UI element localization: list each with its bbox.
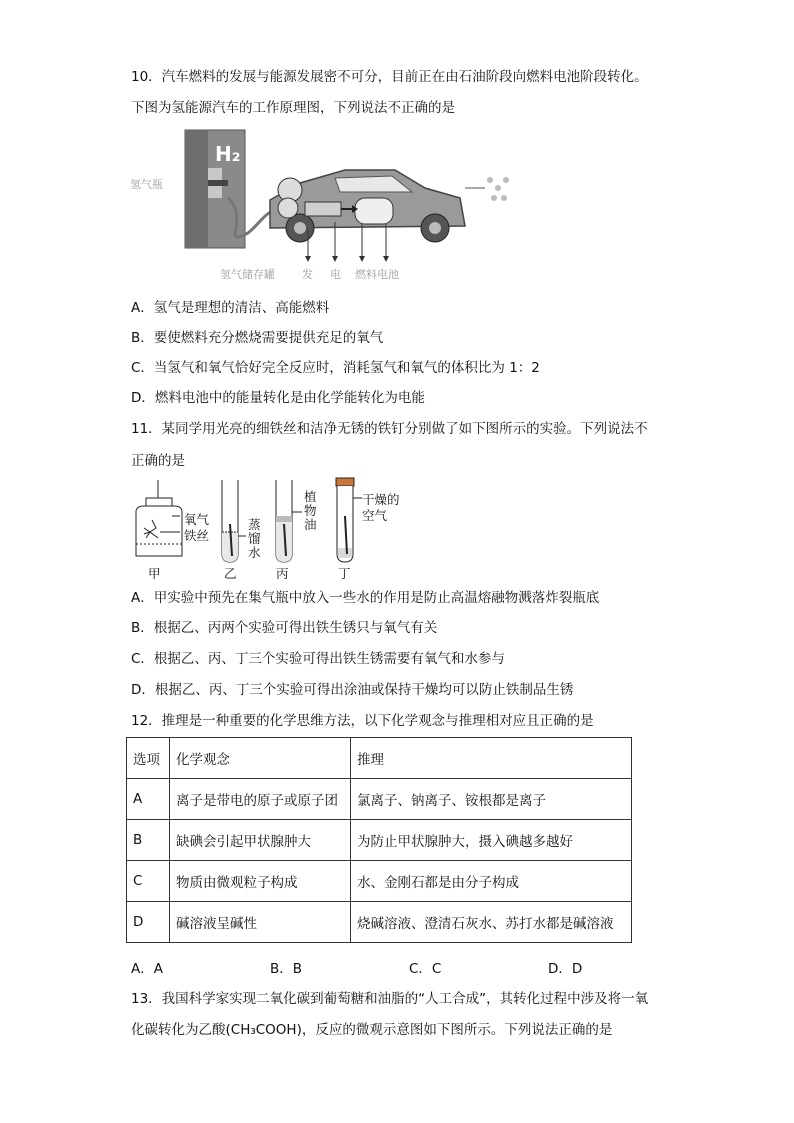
q11-option-a: A．甲实验中预先在集气瓶中放入一些水的作用是防止高温熔融物溅落炸裂瓶底 (131, 590, 600, 606)
q10-stem-line2: 下图为氢能源汽车的工作原理图，下列说法不正确的是 (131, 100, 455, 116)
table-row: D 碱溶液呈碱性 烧碱溶液、澄清石灰水、苏打水都是碱溶液 (127, 902, 632, 943)
bottom-label-2: 发 (302, 268, 313, 281)
table-row: B 缺碘会引起甲状腺肿大 为防止甲状腺肿大，摄入碘越多越好 (127, 820, 632, 861)
q10-option-a: A．氢气是理想的清洁、高能燃料 (131, 300, 330, 316)
q12-stem: 12．推理是一种重要的化学思维方法，以下化学观念与推理相对应且正确的是 (131, 713, 594, 729)
label-yi: 乙 (224, 566, 237, 581)
label-ding: 丁 (338, 566, 351, 581)
fuel-cell (355, 198, 393, 224)
q11-stem-line1: 11．某同学用光亮的细铁丝和洁净无锈的铁钉分别做了如下图所示的实验。下列说法不 (131, 421, 648, 437)
q11-stem-line2: 正确的是 (131, 453, 185, 469)
answer-d: D．D (548, 961, 583, 977)
left-label: 氢气瓶 (130, 178, 163, 191)
q13-stem-line2: 化碳转化为乙酸(CH₃COOH)，反应的微观示意图如下图所示。下列说法正确的是 (131, 1022, 613, 1038)
yi-distilled-water-label: 蒸 馏 水 (248, 517, 261, 560)
iron-rust-apparatus (130, 476, 400, 584)
answer-a: A．A (131, 961, 163, 977)
ding-dry-label: 干燥的 (362, 492, 400, 507)
tube-ding (336, 478, 362, 562)
q11-option-c: C．根据乙、丙、丁三个实验可得出铁生锈需要有氧气和水参与 (131, 651, 505, 667)
hydrogen-car-figure (130, 128, 520, 288)
table-row: C 物质由微观粒子构成 水、金刚石都是由分子构成 (127, 861, 632, 902)
header-reasoning: 推理 (351, 738, 632, 779)
q10-option-c: C．当氢气和氧气恰好完全反应时，消耗氢气和氧气的体积比为 1：2 (131, 360, 540, 376)
bottom-label-4: 燃料电池 (355, 268, 399, 281)
tube-bing (276, 480, 302, 562)
table-row: A 离子是带电的原子或原子团 氯离子、钠离子、铵根都是离子 (127, 779, 632, 820)
jia-iron-wire-label: 铁丝 (184, 528, 210, 543)
label-jia: 甲 (148, 566, 161, 581)
label-bing: 丙 (276, 566, 289, 581)
bottom-label-1: 氢气储存罐 (220, 268, 275, 281)
answer-b: B．B (270, 961, 303, 977)
jia-oxygen-label: 氧气 (184, 512, 210, 527)
q11-option-d: D．根据乙、丙、丁三个实验可得出涂油或保持干燥均可以防止铁制品生锈 (131, 682, 574, 698)
header-option: 选项 (127, 738, 170, 779)
bing-oil-label: 植 物 油 (304, 489, 317, 532)
bottom-label-3: 电 (330, 268, 341, 281)
ding-air-label: 空气 (362, 508, 388, 523)
jar-jia (136, 480, 182, 556)
header-concept: 化学观念 (170, 738, 351, 779)
q10-stem-line1: 10．汽车燃料的发展与能源发展密不可分，目前正在由石油阶段向燃料电池阶段转化。 (131, 69, 648, 85)
h2-label: H₂ (215, 142, 241, 166)
table-header-row (127, 738, 632, 779)
q13-stem-line1: 13．我国科学家实现二氧化碳到葡萄糖和油脂的“人工合成”，其转化过程中涉及将一氧 (131, 991, 649, 1007)
iron-rust-figure (130, 476, 400, 584)
q12-table (126, 737, 632, 943)
hydrogen-car-diagram (130, 128, 520, 288)
q10-option-d: D．燃料电池中的能量转化是由化学能转化为电能 (131, 390, 425, 406)
q11-option-b: B．根据乙、丙两个实验可得出铁生锈只与氧气有关 (131, 620, 438, 636)
answer-c: C．C (409, 961, 442, 977)
tube-yi (222, 480, 246, 562)
q10-option-b: B．要使燃料充分燃烧需要提供充足的氧气 (131, 330, 384, 346)
